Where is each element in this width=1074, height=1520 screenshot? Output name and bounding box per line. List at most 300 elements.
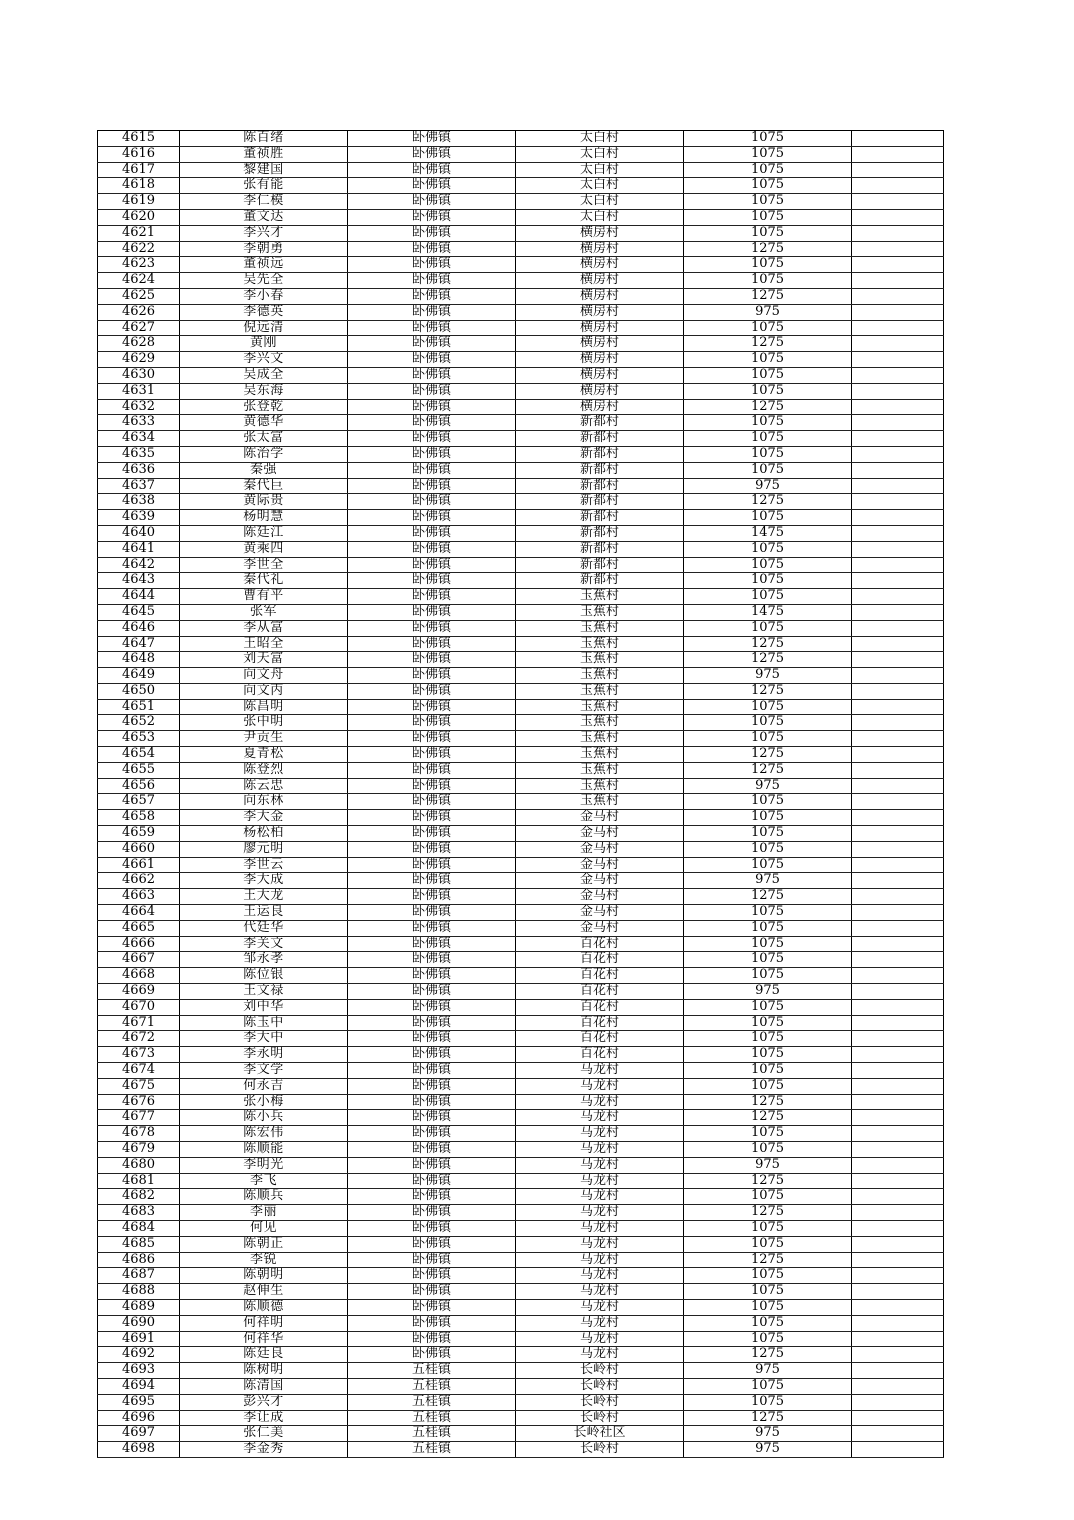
name-cell: 陈治学 (180, 446, 348, 462)
serial-cell: 4654 (98, 747, 180, 763)
serial-cell: 4679 (98, 1142, 180, 1158)
table-row (98, 462, 944, 478)
village-cell: 新都村 (516, 525, 684, 541)
amount-cell: 1275 (684, 288, 852, 304)
amount-cell: 1275 (684, 494, 852, 510)
serial-cell: 4685 (98, 1236, 180, 1252)
table-row (98, 1426, 944, 1442)
town-cell: 五桂镇 (348, 1394, 516, 1410)
amount-cell: 1075 (684, 1047, 852, 1063)
name-cell: 廖元明 (180, 841, 348, 857)
table-row (98, 1363, 944, 1379)
serial-cell: 4660 (98, 841, 180, 857)
serial-cell: 4626 (98, 304, 180, 320)
town-cell: 卧佛镇 (348, 1173, 516, 1189)
village-cell: 横房村 (516, 288, 684, 304)
remark-cell (852, 810, 944, 826)
amount-cell: 1075 (684, 352, 852, 368)
village-cell: 新都村 (516, 494, 684, 510)
town-cell: 卧佛镇 (348, 478, 516, 494)
serial-cell: 4622 (98, 241, 180, 257)
serial-cell: 4646 (98, 620, 180, 636)
name-cell: 陈登烈 (180, 762, 348, 778)
name-cell: 王文禄 (180, 984, 348, 1000)
serial-cell: 4620 (98, 209, 180, 225)
village-cell: 马龙村 (516, 1347, 684, 1363)
name-cell: 陈树明 (180, 1363, 348, 1379)
name-cell: 李仁模 (180, 194, 348, 210)
name-cell: 李锐 (180, 1252, 348, 1268)
name-cell: 陈顺德 (180, 1299, 348, 1315)
town-cell: 卧佛镇 (348, 668, 516, 684)
table-row (98, 431, 944, 447)
table-row (98, 1284, 944, 1300)
serial-cell: 4693 (98, 1363, 180, 1379)
serial-cell: 4637 (98, 478, 180, 494)
amount-cell: 1075 (684, 810, 852, 826)
amount-cell: 1275 (684, 1205, 852, 1221)
table-row (98, 810, 944, 826)
remark-cell (852, 1205, 944, 1221)
village-cell: 马龙村 (516, 1063, 684, 1079)
town-cell: 卧佛镇 (348, 873, 516, 889)
village-cell: 玉蕉村 (516, 589, 684, 605)
serial-cell: 4667 (98, 952, 180, 968)
town-cell: 卧佛镇 (348, 573, 516, 589)
table-row (98, 146, 944, 162)
remark-cell (852, 1442, 944, 1458)
table-row (98, 1378, 944, 1394)
village-cell: 金马村 (516, 841, 684, 857)
table-row (98, 1094, 944, 1110)
town-cell: 卧佛镇 (348, 747, 516, 763)
amount-cell: 1075 (684, 589, 852, 605)
amount-cell: 1075 (684, 1268, 852, 1284)
amount-cell: 1275 (684, 889, 852, 905)
village-cell: 玉蕉村 (516, 636, 684, 652)
remark-cell (852, 209, 944, 225)
remark-cell (852, 636, 944, 652)
town-cell: 卧佛镇 (348, 146, 516, 162)
table-row (98, 1220, 944, 1236)
serial-cell: 4664 (98, 905, 180, 921)
name-cell: 李大成 (180, 873, 348, 889)
town-cell: 卧佛镇 (348, 857, 516, 873)
remark-cell (852, 936, 944, 952)
village-cell: 玉蕉村 (516, 604, 684, 620)
amount-cell: 1075 (684, 1142, 852, 1158)
amount-cell: 1075 (684, 857, 852, 873)
serial-cell: 4638 (98, 494, 180, 510)
serial-cell: 4662 (98, 873, 180, 889)
amount-cell: 1075 (684, 1015, 852, 1031)
table-row (98, 415, 944, 431)
town-cell: 卧佛镇 (348, 288, 516, 304)
amount-cell: 1075 (684, 1220, 852, 1236)
name-cell: 李世全 (180, 557, 348, 573)
table-row (98, 336, 944, 352)
name-cell: 李文学 (180, 1063, 348, 1079)
remark-cell (852, 1378, 944, 1394)
serial-cell: 4653 (98, 731, 180, 747)
serial-cell: 4615 (98, 131, 180, 147)
serial-cell: 4651 (98, 699, 180, 715)
table-row (98, 1252, 944, 1268)
town-cell: 卧佛镇 (348, 1189, 516, 1205)
village-cell: 长岭村 (516, 1394, 684, 1410)
name-cell: 刘天富 (180, 652, 348, 668)
village-cell: 新都村 (516, 573, 684, 589)
amount-cell: 1075 (684, 209, 852, 225)
amount-cell: 1075 (684, 446, 852, 462)
serial-cell: 4671 (98, 1015, 180, 1031)
name-cell: 黄刚 (180, 336, 348, 352)
name-cell: 王大龙 (180, 889, 348, 905)
serial-cell: 4616 (98, 146, 180, 162)
serial-cell: 4621 (98, 225, 180, 241)
name-cell: 李兴才 (180, 225, 348, 241)
amount-cell: 975 (684, 778, 852, 794)
name-cell: 彭兴才 (180, 1394, 348, 1410)
name-cell: 董文达 (180, 209, 348, 225)
remark-cell (852, 1126, 944, 1142)
table-row (98, 636, 944, 652)
name-cell: 李关文 (180, 936, 348, 952)
table-row (98, 857, 944, 873)
amount-cell: 1075 (684, 999, 852, 1015)
remark-cell (852, 699, 944, 715)
serial-cell: 4687 (98, 1268, 180, 1284)
village-cell: 太白村 (516, 131, 684, 147)
table-row (98, 841, 944, 857)
serial-cell: 4666 (98, 936, 180, 952)
name-cell: 秦强 (180, 462, 348, 478)
remark-cell (852, 762, 944, 778)
remark-cell (852, 1094, 944, 1110)
name-cell: 向文舟 (180, 668, 348, 684)
name-cell: 尹贡生 (180, 731, 348, 747)
town-cell: 卧佛镇 (348, 1205, 516, 1221)
name-cell: 杨明慧 (180, 510, 348, 526)
town-cell: 卧佛镇 (348, 1078, 516, 1094)
remark-cell (852, 857, 944, 873)
amount-cell: 975 (684, 304, 852, 320)
amount-cell: 975 (684, 668, 852, 684)
town-cell: 卧佛镇 (348, 494, 516, 510)
serial-cell: 4680 (98, 1157, 180, 1173)
serial-cell: 4652 (98, 715, 180, 731)
name-cell: 李世云 (180, 857, 348, 873)
amount-cell: 975 (684, 478, 852, 494)
name-cell: 李丽 (180, 1205, 348, 1221)
table-row (98, 1031, 944, 1047)
name-cell: 李小春 (180, 288, 348, 304)
remark-cell (852, 241, 944, 257)
serial-cell: 4690 (98, 1315, 180, 1331)
village-cell: 金马村 (516, 810, 684, 826)
village-cell: 新都村 (516, 510, 684, 526)
table-row (98, 604, 944, 620)
name-cell: 倪远清 (180, 320, 348, 336)
table-row (98, 762, 944, 778)
amount-cell: 1275 (684, 747, 852, 763)
name-cell: 赵伸生 (180, 1284, 348, 1300)
village-cell: 百花村 (516, 1031, 684, 1047)
amount-cell: 1275 (684, 1094, 852, 1110)
village-cell: 玉蕉村 (516, 794, 684, 810)
village-cell: 长岭村 (516, 1442, 684, 1458)
village-cell: 马龙村 (516, 1331, 684, 1347)
name-cell: 陈百绪 (180, 131, 348, 147)
town-cell: 卧佛镇 (348, 131, 516, 147)
table-row (98, 699, 944, 715)
table-row (98, 320, 944, 336)
amount-cell: 1075 (684, 715, 852, 731)
serial-cell: 4669 (98, 984, 180, 1000)
village-cell: 金马村 (516, 920, 684, 936)
table-row (98, 873, 944, 889)
table-row (98, 367, 944, 383)
table-row (98, 383, 944, 399)
village-cell: 百花村 (516, 952, 684, 968)
name-cell: 陈朝正 (180, 1236, 348, 1252)
table-body (98, 131, 944, 1458)
remark-cell (852, 794, 944, 810)
serial-cell: 4697 (98, 1426, 180, 1442)
name-cell: 夏青松 (180, 747, 348, 763)
serial-cell: 4665 (98, 920, 180, 936)
amount-cell: 1075 (684, 1063, 852, 1079)
table-row (98, 952, 944, 968)
amount-cell: 1075 (684, 320, 852, 336)
serial-cell: 4695 (98, 1394, 180, 1410)
village-cell: 横房村 (516, 367, 684, 383)
village-cell: 玉蕉村 (516, 652, 684, 668)
serial-cell: 4635 (98, 446, 180, 462)
table-row (98, 399, 944, 415)
remark-cell (852, 841, 944, 857)
amount-cell: 1075 (684, 273, 852, 289)
town-cell: 卧佛镇 (348, 683, 516, 699)
amount-cell: 1275 (684, 1347, 852, 1363)
amount-cell: 1075 (684, 431, 852, 447)
remark-cell (852, 383, 944, 399)
table-row (98, 826, 944, 842)
amount-cell: 1075 (684, 936, 852, 952)
remark-cell (852, 1347, 944, 1363)
remark-cell (852, 225, 944, 241)
amount-cell: 1075 (684, 794, 852, 810)
village-cell: 马龙村 (516, 1284, 684, 1300)
amount-cell: 975 (684, 1157, 852, 1173)
name-cell: 李明光 (180, 1157, 348, 1173)
name-cell: 杨松柏 (180, 826, 348, 842)
remark-cell (852, 652, 944, 668)
remark-cell (852, 620, 944, 636)
amount-cell: 1275 (684, 1110, 852, 1126)
town-cell: 卧佛镇 (348, 1157, 516, 1173)
name-cell: 陈云忠 (180, 778, 348, 794)
village-cell: 长岭村 (516, 1410, 684, 1426)
table-row (98, 131, 944, 147)
amount-cell: 1075 (684, 1315, 852, 1331)
serial-cell: 4668 (98, 968, 180, 984)
village-cell: 马龙村 (516, 1078, 684, 1094)
remark-cell (852, 668, 944, 684)
town-cell: 卧佛镇 (348, 762, 516, 778)
serial-cell: 4691 (98, 1331, 180, 1347)
serial-cell: 4634 (98, 431, 180, 447)
table-row (98, 510, 944, 526)
remark-cell (852, 431, 944, 447)
amount-cell: 1275 (684, 683, 852, 699)
name-cell: 陈位银 (180, 968, 348, 984)
serial-cell: 4659 (98, 826, 180, 842)
table-row (98, 620, 944, 636)
amount-cell: 1275 (684, 652, 852, 668)
serial-cell: 4642 (98, 557, 180, 573)
village-cell: 横房村 (516, 225, 684, 241)
village-cell: 新都村 (516, 415, 684, 431)
remark-cell (852, 1078, 944, 1094)
remark-cell (852, 1252, 944, 1268)
name-cell: 曹有平 (180, 589, 348, 605)
amount-cell: 1075 (684, 1189, 852, 1205)
town-cell: 卧佛镇 (348, 352, 516, 368)
amount-cell: 1075 (684, 952, 852, 968)
amount-cell: 1075 (684, 178, 852, 194)
name-cell: 陈顺兵 (180, 1189, 348, 1205)
payment-table (97, 130, 944, 1458)
name-cell: 张军 (180, 604, 348, 620)
town-cell: 卧佛镇 (348, 1031, 516, 1047)
amount-cell: 1075 (684, 1284, 852, 1300)
town-cell: 卧佛镇 (348, 905, 516, 921)
name-cell: 何见 (180, 1220, 348, 1236)
town-cell: 五桂镇 (348, 1410, 516, 1426)
remark-cell (852, 889, 944, 905)
amount-cell: 1475 (684, 525, 852, 541)
town-cell: 卧佛镇 (348, 415, 516, 431)
name-cell: 李永明 (180, 1047, 348, 1063)
table-row (98, 778, 944, 794)
village-cell: 新都村 (516, 446, 684, 462)
table-row (98, 525, 944, 541)
village-cell: 玉蕉村 (516, 620, 684, 636)
serial-cell: 4677 (98, 1110, 180, 1126)
table-row (98, 1205, 944, 1221)
name-cell: 黄乘四 (180, 541, 348, 557)
town-cell: 卧佛镇 (348, 1047, 516, 1063)
village-cell: 马龙村 (516, 1268, 684, 1284)
remark-cell (852, 320, 944, 336)
village-cell: 玉蕉村 (516, 683, 684, 699)
village-cell: 马龙村 (516, 1252, 684, 1268)
remark-cell (852, 288, 944, 304)
name-cell: 向东林 (180, 794, 348, 810)
town-cell: 卧佛镇 (348, 1252, 516, 1268)
remark-cell (852, 920, 944, 936)
village-cell: 玉蕉村 (516, 668, 684, 684)
name-cell: 黄际贵 (180, 494, 348, 510)
town-cell: 卧佛镇 (348, 431, 516, 447)
town-cell: 卧佛镇 (348, 810, 516, 826)
town-cell: 卧佛镇 (348, 1094, 516, 1110)
serial-cell: 4630 (98, 367, 180, 383)
town-cell: 卧佛镇 (348, 620, 516, 636)
serial-cell: 4625 (98, 288, 180, 304)
town-cell: 卧佛镇 (348, 273, 516, 289)
village-cell: 金马村 (516, 873, 684, 889)
town-cell: 卧佛镇 (348, 1236, 516, 1252)
remark-cell (852, 999, 944, 1015)
serial-cell: 4618 (98, 178, 180, 194)
village-cell: 横房村 (516, 273, 684, 289)
remark-cell (852, 557, 944, 573)
serial-cell: 4692 (98, 1347, 180, 1363)
remark-cell (852, 1142, 944, 1158)
amount-cell: 1075 (684, 162, 852, 178)
name-cell: 何祥明 (180, 1315, 348, 1331)
village-cell: 横房村 (516, 241, 684, 257)
serial-cell: 4678 (98, 1126, 180, 1142)
amount-cell: 1075 (684, 383, 852, 399)
serial-cell: 4644 (98, 589, 180, 605)
village-cell: 新都村 (516, 557, 684, 573)
village-cell: 金马村 (516, 905, 684, 921)
amount-cell: 1075 (684, 826, 852, 842)
serial-cell: 4694 (98, 1378, 180, 1394)
remark-cell (852, 573, 944, 589)
amount-cell: 1275 (684, 1410, 852, 1426)
amount-cell: 1275 (684, 1252, 852, 1268)
village-cell: 金马村 (516, 857, 684, 873)
table-row (98, 1173, 944, 1189)
remark-cell (852, 367, 944, 383)
town-cell: 卧佛镇 (348, 999, 516, 1015)
amount-cell: 1075 (684, 1126, 852, 1142)
remark-cell (852, 1363, 944, 1379)
serial-cell: 4670 (98, 999, 180, 1015)
town-cell: 卧佛镇 (348, 304, 516, 320)
serial-cell: 4673 (98, 1047, 180, 1063)
town-cell: 五桂镇 (348, 1363, 516, 1379)
amount-cell: 1075 (684, 699, 852, 715)
remark-cell (852, 1410, 944, 1426)
remark-cell (852, 304, 944, 320)
table-row (98, 273, 944, 289)
table-row (98, 1268, 944, 1284)
town-cell: 卧佛镇 (348, 525, 516, 541)
town-cell: 卧佛镇 (348, 162, 516, 178)
table-row (98, 557, 944, 573)
name-cell: 李飞 (180, 1173, 348, 1189)
amount-cell: 1075 (684, 573, 852, 589)
remark-cell (852, 1031, 944, 1047)
amount-cell: 1075 (684, 905, 852, 921)
serial-cell: 4617 (98, 162, 180, 178)
remark-cell (852, 1236, 944, 1252)
remark-cell (852, 984, 944, 1000)
village-cell: 太白村 (516, 209, 684, 225)
village-cell: 马龙村 (516, 1142, 684, 1158)
name-cell: 何永吉 (180, 1078, 348, 1094)
remark-cell (852, 162, 944, 178)
table-row (98, 194, 944, 210)
remark-cell (852, 747, 944, 763)
serial-cell: 4675 (98, 1078, 180, 1094)
town-cell: 卧佛镇 (348, 446, 516, 462)
